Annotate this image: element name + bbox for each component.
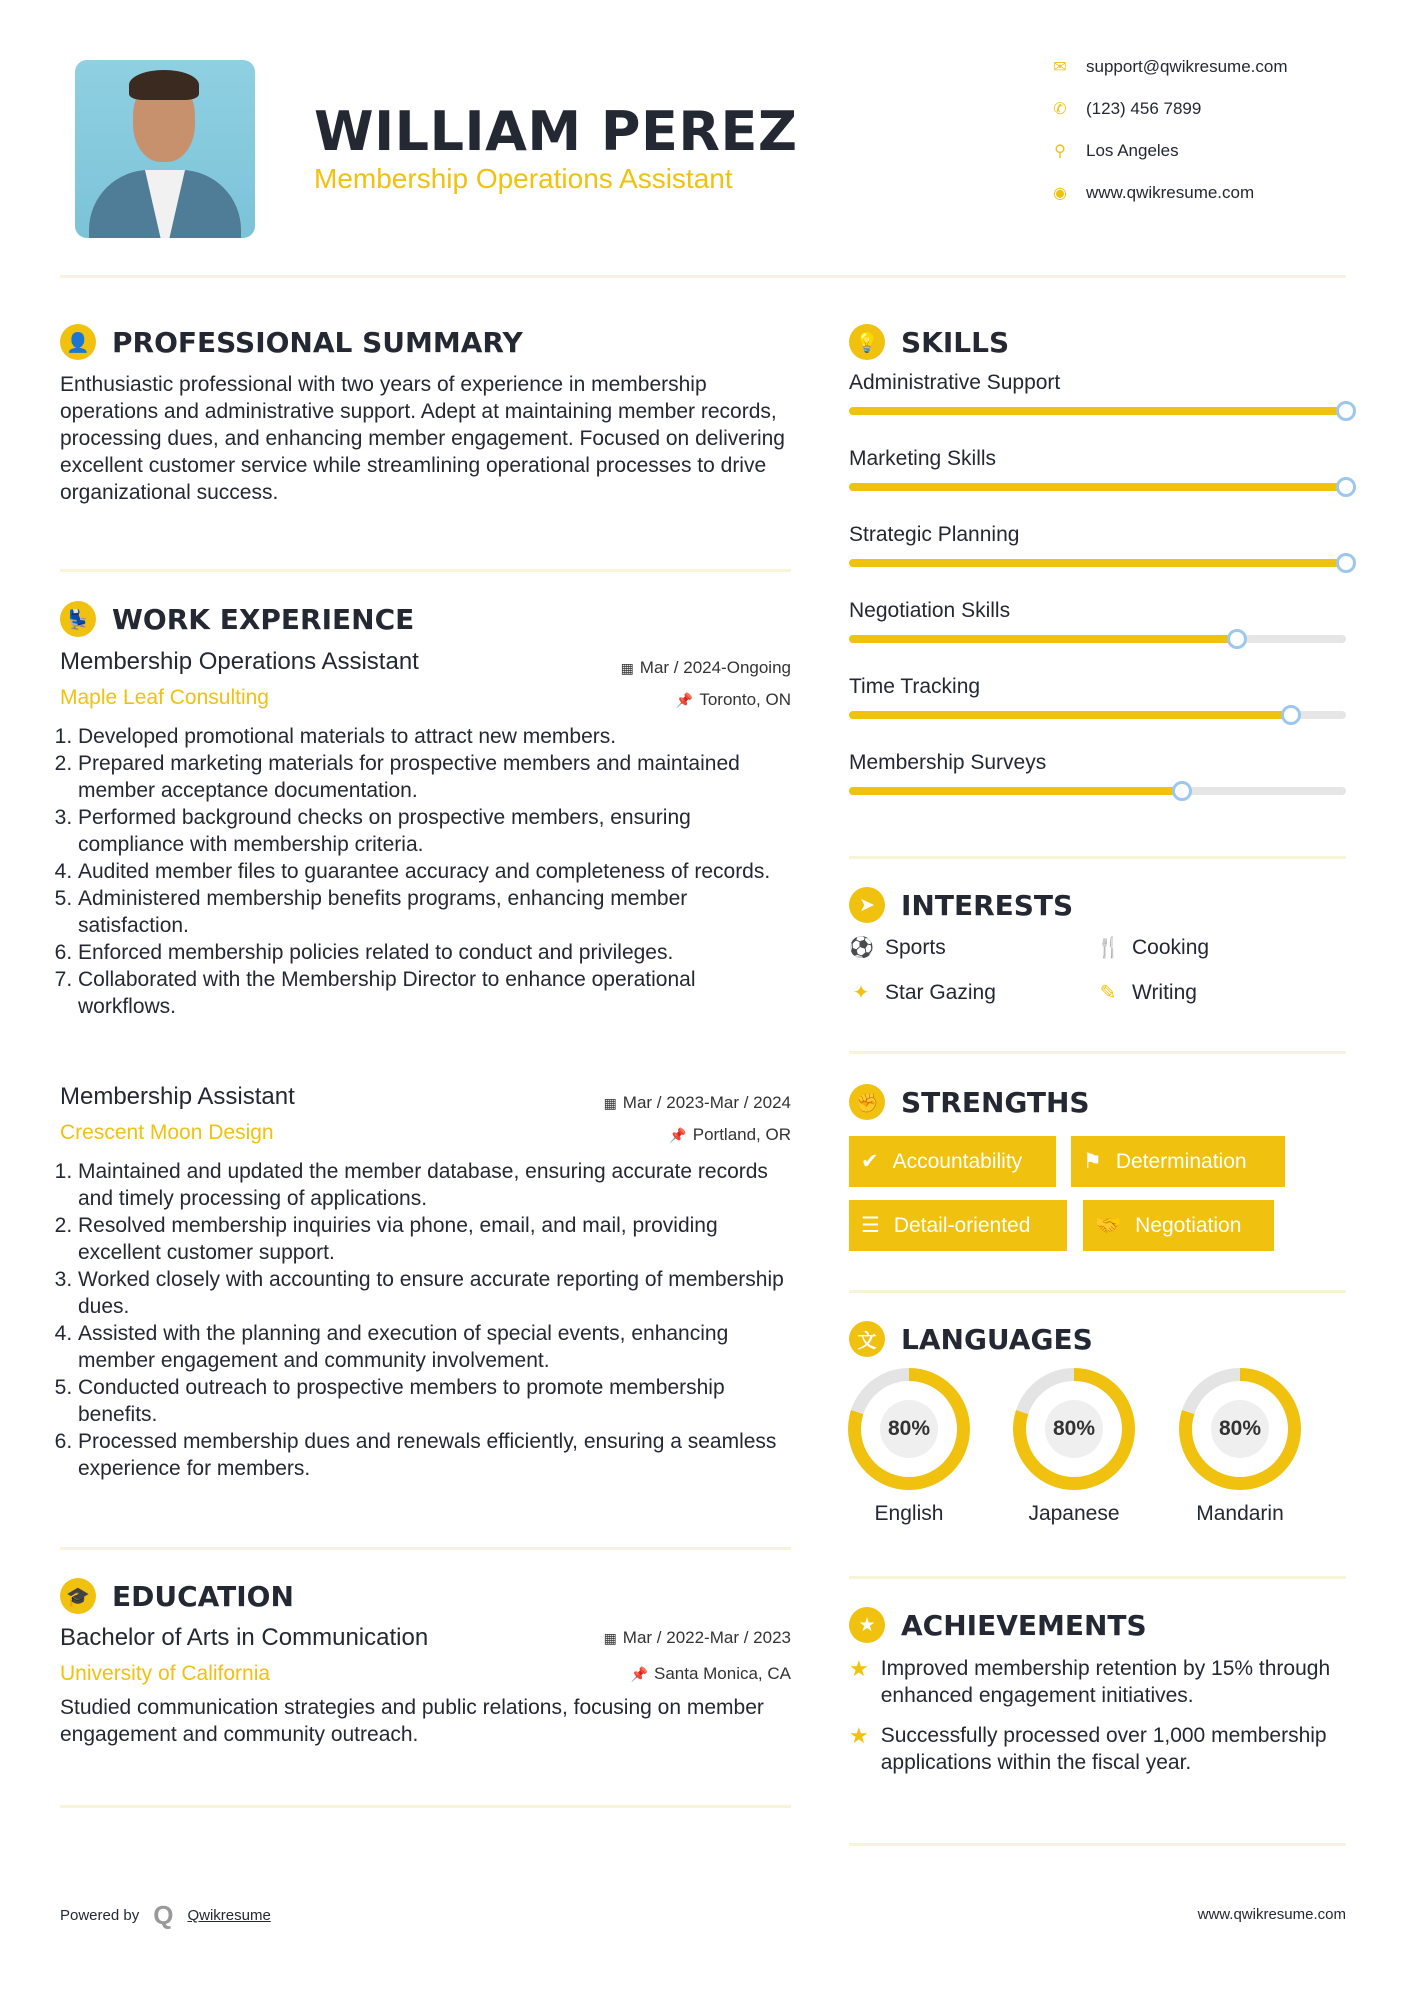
divider (849, 1843, 1346, 1846)
star-icon: ★ (849, 1723, 869, 1748)
calendar-icon: ▦ (603, 1095, 617, 1111)
check-circle-icon: ✔ (861, 1150, 879, 1173)
bullet: 1. Developed promotional materials to attract new members. (78, 723, 791, 750)
phone-icon: ✆ (1053, 101, 1067, 118)
strength-tag (849, 1200, 1067, 1251)
globe-icon: ◉ (1053, 185, 1067, 202)
skill-bar (849, 559, 1346, 567)
language-donut (1179, 1368, 1301, 1490)
pin-icon: 📌 (675, 692, 694, 708)
skill-label: Administrative Support (849, 371, 1061, 394)
language-percent: 80% (1218, 1417, 1262, 1440)
job-title: Membership Operations Assistant (60, 648, 419, 675)
email-text: support@qwikresume.com (1086, 57, 1288, 76)
tag-label: Determination (1115, 1149, 1247, 1173)
soccer-ball-icon: ⚽ (849, 937, 874, 959)
languages-heading (849, 1321, 1093, 1357)
location-text: Santa Monica, CA (653, 1664, 791, 1683)
job-title: Membership Assistant (60, 1083, 295, 1110)
interests-heading (849, 887, 1073, 923)
skill-label: Negotiation Skills (849, 599, 1011, 622)
skill-bar (849, 483, 1346, 491)
pencil-icon: ✎ (1099, 982, 1117, 1004)
school-name: University of California (60, 1662, 271, 1685)
bullet: 3. Worked closely with accounting to ensure accurate reporting of membership dues. (78, 1266, 791, 1320)
location-text: Los Angeles (1086, 141, 1179, 160)
skill-label: Time Tracking (849, 675, 981, 698)
language-percent: 80% (887, 1417, 931, 1440)
profile-photo (75, 60, 255, 238)
location-text: Toronto, ON (699, 690, 791, 709)
graduation-icon: 🎓 (60, 1578, 96, 1614)
divider (60, 1547, 791, 1550)
education-date (604, 1628, 791, 1648)
user-icon: 👤 (60, 324, 96, 360)
achievements-heading (849, 1607, 1147, 1643)
chair-icon: 💺 (60, 601, 96, 637)
skill-item (849, 675, 1346, 699)
lightbulb-icon: 💡 (849, 324, 885, 360)
bullet: 2. Resolved membership inquiries via phone, email, and mail, providing excellent customer support. (78, 1212, 791, 1266)
calendar-icon: ▦ (603, 1630, 617, 1646)
summary-heading (60, 324, 523, 360)
star-icon: ★ (849, 1607, 885, 1643)
job-entry (60, 1083, 791, 1482)
utensils-icon: 🍴 (1096, 937, 1121, 959)
heading-text: INTERESTS (901, 888, 1074, 922)
skill-knob (1336, 477, 1356, 497)
degree: Bachelor of Arts in Communication (60, 1624, 429, 1651)
interest-star-gazing (849, 980, 996, 1005)
skill-bar (849, 711, 1346, 719)
strength-tag (849, 1136, 1056, 1187)
contact-phone[interactable] (1052, 99, 1201, 119)
paper-plane-icon: ➤ (849, 887, 885, 923)
achievement-item (849, 1722, 1349, 1776)
flag-icon: ⚑ (1083, 1150, 1102, 1173)
tag-label: Detail-oriented (893, 1213, 1031, 1237)
skill-knob (1227, 629, 1247, 649)
skill-bar-fill (849, 483, 1346, 491)
divider (60, 1805, 791, 1808)
summary-text: Enthusiastic professional with two years of experience in membership operations and administrative support. Adept at maintaining member records, processing dues, and enhancing member engagement. Focused on delivering excellent customer service while streamlining operational processes to drive organizational success. (60, 373, 785, 504)
pin-icon: 📌 (630, 1666, 648, 1682)
skill-knob (1336, 553, 1356, 573)
skill-bar-fill (849, 635, 1237, 643)
bullet: 3. Performed background checks on prospective members, ensuring compliance with membership criteria. (78, 804, 791, 858)
achievement-text: Successfully processed over 1,000 membership applications within the fiscal year. (880, 1724, 1327, 1774)
language-label: Mandarin (1196, 1502, 1284, 1525)
skill-knob (1281, 705, 1301, 725)
bullet: 4. Assisted with the planning and execution of special events, enhancing member engagement and community involvement. (78, 1320, 791, 1374)
date-text: Mar / 2022-Mar / 2023 (622, 1628, 791, 1647)
fist-icon: ✊ (849, 1084, 885, 1120)
contact-website[interactable] (1052, 183, 1254, 203)
footer-url[interactable]: www.qwikresume.com (1197, 1906, 1346, 1923)
language-donut (848, 1368, 970, 1490)
bullet: 4. Audited member files to guarantee accuracy and completeness of records. (78, 858, 791, 885)
education-entry (60, 1624, 791, 1748)
skill-bar-fill (849, 559, 1346, 567)
contact-email[interactable] (1052, 57, 1288, 77)
skill-knob (1336, 401, 1356, 421)
interest-label: Writing (1132, 980, 1197, 1004)
brand-link[interactable]: Qwikresume (187, 1907, 271, 1924)
skill-bar (849, 407, 1346, 415)
work-heading (60, 601, 414, 637)
interest-label: Star Gazing (885, 980, 996, 1004)
envelope-icon: ✉ (1053, 59, 1067, 76)
divider (849, 1576, 1346, 1579)
heading-text: EDUCATION (112, 1579, 294, 1613)
bullet: 1. Maintained and updated the member database, ensuring accurate records and timely processing of applications. (78, 1158, 791, 1212)
skill-label: Marketing Skills (849, 447, 997, 470)
heading-text: STRENGTHS (901, 1085, 1090, 1119)
bullet: 5. Administered membership benefits programs, enhancing member satisfaction. (78, 885, 791, 939)
interest-cooking (1096, 935, 1209, 960)
company-name: Maple Leaf Consulting (60, 686, 269, 709)
achievement-text: Improved membership retention by 15% through enhanced engagement initiatives. (880, 1657, 1331, 1707)
heading-text: LANGUAGES (901, 1322, 1093, 1356)
date-text: Mar / 2023-Mar / 2024 (622, 1093, 791, 1112)
footer-brand (60, 1900, 271, 1931)
handshake-icon: 🤝 (1095, 1213, 1122, 1237)
candidate-name: WILLIAM PEREZ (314, 100, 798, 163)
language-icon: 文 (849, 1321, 885, 1357)
skill-item (849, 523, 1346, 547)
job-date (604, 1093, 791, 1113)
tag-label: Accountability (892, 1149, 1023, 1173)
bullet: 6. Processed membership dues and renewals efficiently, ensuring a seamless experience for members. (78, 1428, 791, 1482)
bullet: 5. Conducted outreach to prospective members to promote membership benefits. (78, 1374, 791, 1428)
skill-item (849, 599, 1346, 623)
job-bullets (60, 1158, 791, 1482)
location-text: Portland, OR (692, 1125, 791, 1144)
candidate-title: Membership Operations Assistant (314, 163, 733, 194)
interest-sports (849, 935, 946, 960)
interest-writing (1096, 980, 1197, 1005)
achievement-item (849, 1655, 1349, 1709)
strength-tag (1083, 1200, 1274, 1251)
interest-label: Sports (885, 935, 946, 959)
skill-label: Strategic Planning (849, 523, 1020, 546)
powered-by-text: Powered by (60, 1907, 140, 1924)
heading-text: SKILLS (901, 325, 1010, 359)
job-location (669, 1125, 791, 1145)
strengths-heading (849, 1084, 1090, 1120)
pin-icon: 📌 (669, 1127, 687, 1143)
language-percent: 80% (1052, 1417, 1096, 1440)
education-location (631, 1664, 791, 1684)
divider (849, 1051, 1346, 1054)
divider (849, 1290, 1346, 1293)
bullet: 6. Enforced membership policies related to conduct and privileges. (78, 939, 791, 966)
job-entry (60, 648, 791, 1020)
heading-text: PROFESSIONAL SUMMARY (112, 325, 523, 359)
interest-label: Cooking (1132, 935, 1210, 959)
job-location (676, 690, 791, 710)
bullet: 7. Collaborated with the Membership Director to enhance operational workflows. (78, 966, 791, 1020)
heading-text: ACHIEVEMENTS (901, 1608, 1147, 1642)
skill-knob (1172, 781, 1192, 801)
header-divider (60, 275, 1346, 278)
divider (849, 856, 1346, 859)
date-text: Mar / 2024-Ongoing (639, 658, 791, 677)
phone-text: (123) 456 7899 (1086, 99, 1202, 118)
qwikresume-logo-icon: Q (153, 1900, 174, 1930)
skill-label: Membership Surveys (849, 751, 1047, 774)
job-bullets (60, 723, 791, 1020)
calendar-icon: ▦ (620, 660, 634, 676)
website-text: www.qwikresume.com (1086, 183, 1255, 202)
skill-bar-fill (849, 787, 1182, 795)
language-label: Japanese (1028, 1502, 1120, 1525)
company-name: Crescent Moon Design (60, 1121, 274, 1144)
star-icon: ★ (849, 1656, 869, 1681)
language-label: English (874, 1502, 944, 1525)
skill-bar (849, 787, 1346, 795)
divider (60, 569, 791, 572)
skill-bar-fill (849, 407, 1346, 415)
list-icon: ☰ (861, 1214, 880, 1237)
tag-label: Negotiation (1135, 1213, 1242, 1237)
education-description: Studied communication strategies and public relations, focusing on member engagement and community outreach. (60, 1696, 764, 1746)
skill-item (849, 751, 1346, 775)
skill-item (849, 371, 1346, 395)
skill-bar (849, 635, 1346, 643)
skills-heading (849, 324, 1009, 360)
heading-text: WORK EXPERIENCE (112, 602, 415, 636)
map-pin-icon: ⚲ (1054, 143, 1066, 160)
language-donut (1013, 1368, 1135, 1490)
bullet: 2. Prepared marketing materials for prospective members and maintained member acceptance documentation. (78, 750, 791, 804)
skill-bar-fill (849, 711, 1291, 719)
telescope-icon: ✦ (852, 982, 870, 1004)
strength-tag (1071, 1136, 1285, 1187)
contact-location (1052, 141, 1179, 161)
skill-item (849, 447, 1346, 471)
education-heading (60, 1578, 294, 1614)
job-date (621, 658, 791, 678)
